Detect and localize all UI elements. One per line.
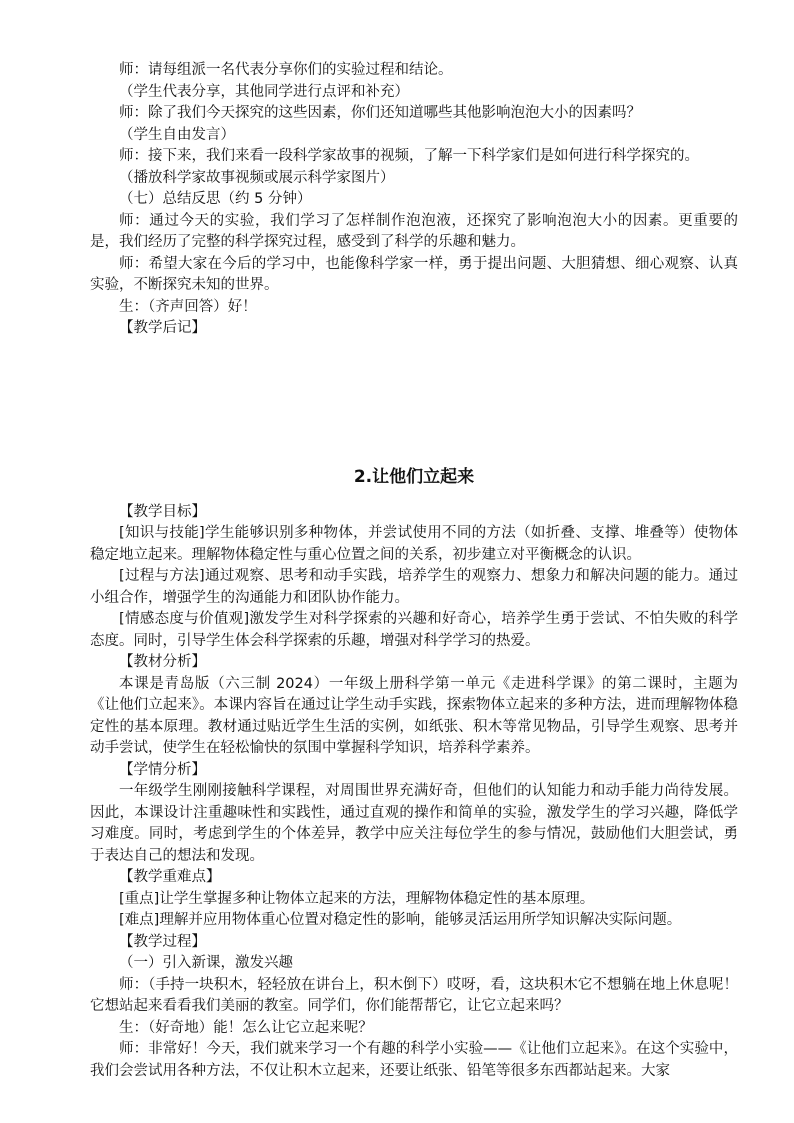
lesson-title: 2.让他们立起来 — [353, 466, 475, 487]
section-heading: 【教材分析】 — [119, 654, 206, 670]
section-heading: 【学情分析】 — [119, 761, 206, 778]
paragraph: （播放科学家故事视频或展示科学家图片） — [119, 169, 395, 186]
paragraph: 师：（手持一块积木，轻轻放在讲台上，积木倒下）哎呀，看，这块积木它不想躺在地上休息呢！它想站起来看看我们美丽的教室。同学们，你们能帮帮它，让它立起来吗？ — [90, 976, 738, 1014]
paragraph: 师：希望大家在今后的学习中，也能像科学家一样，勇于提出问题、大胆猜想、细心观察、认真实验，不断探究未知的世界。 — [90, 255, 738, 293]
paragraph: 一年级学生刚刚接触科学课程，对周围世界充满好奇，但他们的认知能力和动手能力尚待发展。因此，本课设计注重趣味性和实践性，通过直观的操作和简单的实验，激发学生的学习兴趣，降低学习难度。同时，考虑到学生的个体差异，教学中应关注每位学生的参与情况，鼓励他们大胆尝试，勇于表达自己的想法和发现。 — [90, 783, 738, 864]
paragraph: [难点]理解并应用物体重心位置对稳定性的影响，能够灵活运用所学知识解决实际问题。 — [119, 912, 682, 928]
paragraph: （学生自由发言） — [119, 126, 235, 143]
section-heading: 【教学后记】 — [119, 320, 206, 336]
blank-space — [90, 340, 738, 464]
paragraph: 师：接下来，我们来看一段科学家故事的视频，了解一下科学家们是如何进行科学探究的。 — [119, 148, 699, 164]
paragraph: 生：（齐声回答）好！ — [119, 298, 257, 315]
paragraph: 生：（好奇地）能！怎么让它立起来呢？ — [119, 1019, 373, 1036]
paragraph: （学生代表分享，其他同学进行点评和补充） — [119, 83, 409, 100]
paragraph: 师：请每组派一名代表分享你们的实验过程和结论。 — [119, 62, 453, 78]
paragraph: [过程与方法]通过观察、思考和动手实践，培养学生的观察力、想象力和解决问题的能力。通过小组合作，增强学生的沟通能力和团队协作能力。 — [90, 568, 738, 606]
paragraph: [重点]让学生掌握多种让物体立起来的方法，理解物体稳定性的基本原理。 — [119, 890, 595, 907]
section-heading: 【教学目标】 — [119, 503, 206, 520]
paragraph: [知识与技能]学生能够识别多种物体，并尝试使用不同的方法（如折叠、支撑、堆叠等）使物体稳定地立起来。理解物体稳定性与重心位置之间的关系，初步建立对平衡概念的认识。 — [90, 525, 738, 563]
section-heading: 【教学重难点】 — [119, 869, 221, 885]
section-heading: （一）引入新课，激发兴趣 — [119, 955, 293, 971]
paragraph: 师：通过今天的实验，我们学习了怎样制作泡泡液，还探究了影响泡泡大小的因素。更重要的是，我们经历了完整的科学探究过程，感受到了科学的乐趣和魅力。 — [90, 212, 738, 250]
paragraph: [情感态度与价值观]激发学生对科学探索的兴趣和好奇心，培养学生勇于尝试、不怕失败的科学态度。同时，引导学生体会科学探索的乐趣，增强对科学学习的热爱。 — [90, 611, 738, 649]
section-heading: 【教学过程】 — [119, 933, 206, 950]
paragraph: 师：非常好！今天，我们就来学习一个有趣的科学小实验——《让他们立起来》。在这个实验中，我们会尝试用各种方法，不仅让积木立起来，还要让纸张、铅笔等很多东西都站起来。大家 — [90, 1041, 738, 1079]
paragraph: 师：除了我们今天探究的这些因素，你们还知道哪些其他影响泡泡大小的因素吗？ — [119, 105, 641, 121]
paragraph: 本课是青岛版（六三制 2024）一年级上册科学第一单元《走进科学课》的第二课时，主题为《让他们立起来》。本课内容旨在通过让学生动手实践，探索物体立起来的多种方法，进而理解物体稳定性的基本原理。教材通过贴近学生生活的实例，如纸张、积木等常见物品，引导学生观察、思考并动手尝试，使学生在轻松愉快的氛围中掌握科学知识，培养科学素养。 — [90, 675, 738, 756]
document-page — [90, 60, 738, 1082]
section-heading: （七）总结反思（约 5 分钟） — [119, 191, 312, 207]
